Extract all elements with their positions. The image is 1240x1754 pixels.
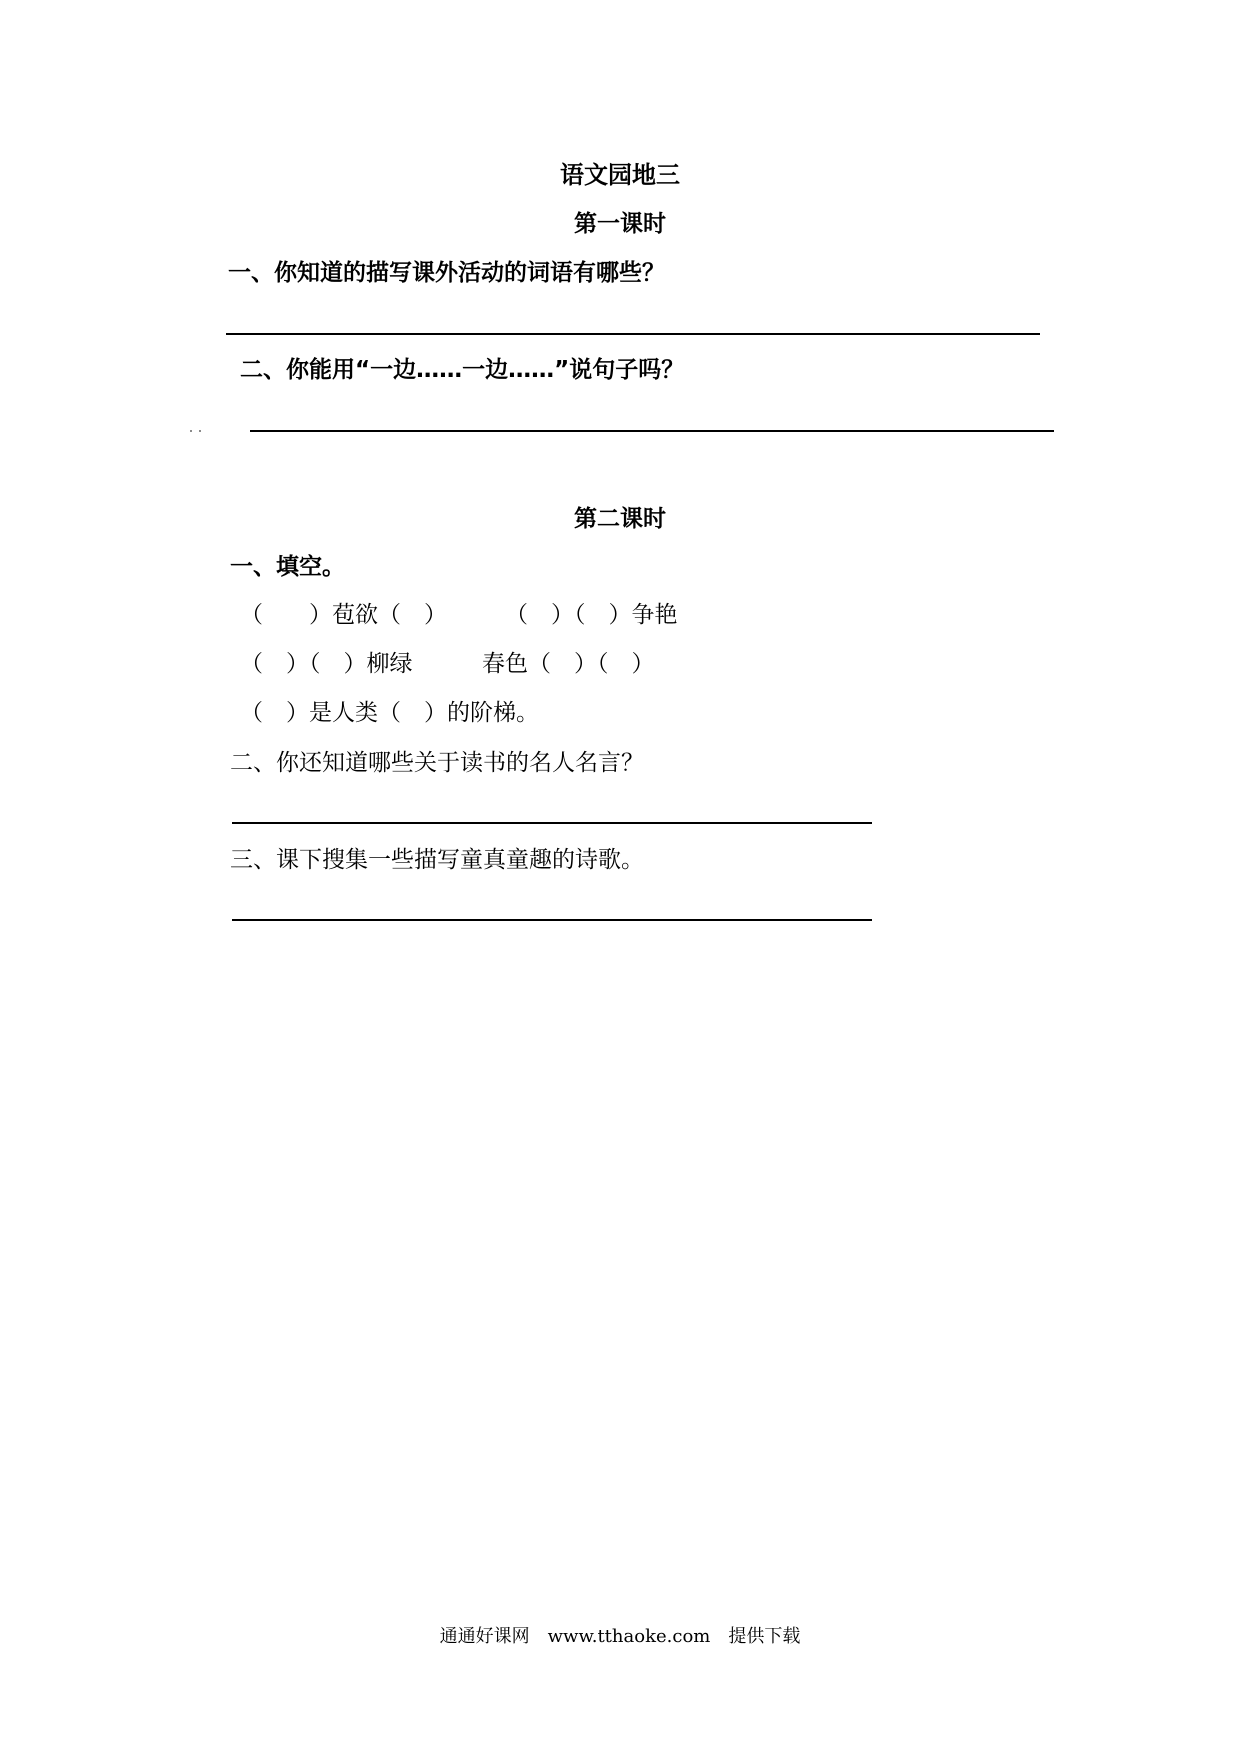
fill-blank-item: 春色（ ）（ ） bbox=[482, 651, 655, 677]
lesson-1-heading: 第一课时 bbox=[574, 211, 666, 237]
fill-blank-item: （ ）（ ）柳绿 bbox=[240, 651, 413, 677]
answer-line bbox=[232, 919, 872, 921]
answer-line bbox=[226, 333, 1040, 335]
answer-line bbox=[232, 822, 872, 824]
scan-speck bbox=[190, 430, 192, 432]
lesson-2-question-1: 一、填空。 bbox=[230, 554, 345, 580]
fill-blank-item: （ ）是人类（ ）的阶梯。 bbox=[240, 700, 539, 726]
lesson-2-question-3: 三、课下搜集一些描写童真童趣的诗歌。 bbox=[230, 847, 644, 873]
answer-line bbox=[250, 430, 1054, 432]
page-title: 语文园地三 bbox=[560, 161, 680, 189]
lesson-1-question-2: 二、你能用“一边……一边……”说句子吗？ bbox=[240, 357, 685, 383]
footer-credit: 通通好课网 www.tthaoke.com 提供下载 bbox=[439, 1626, 801, 1647]
lesson-2-heading: 第二课时 bbox=[574, 506, 666, 532]
fill-blank-item: （ ）（ ）争艳 bbox=[505, 602, 678, 628]
lesson-2-question-2: 二、你还知道哪些关于读书的名人名言？ bbox=[230, 750, 644, 776]
scan-speck bbox=[199, 430, 201, 432]
lesson-1-question-1: 一、你知道的描写课外活动的词语有哪些？ bbox=[228, 260, 665, 286]
fill-blank-item: （ ）苞欲（ ） bbox=[240, 602, 447, 628]
